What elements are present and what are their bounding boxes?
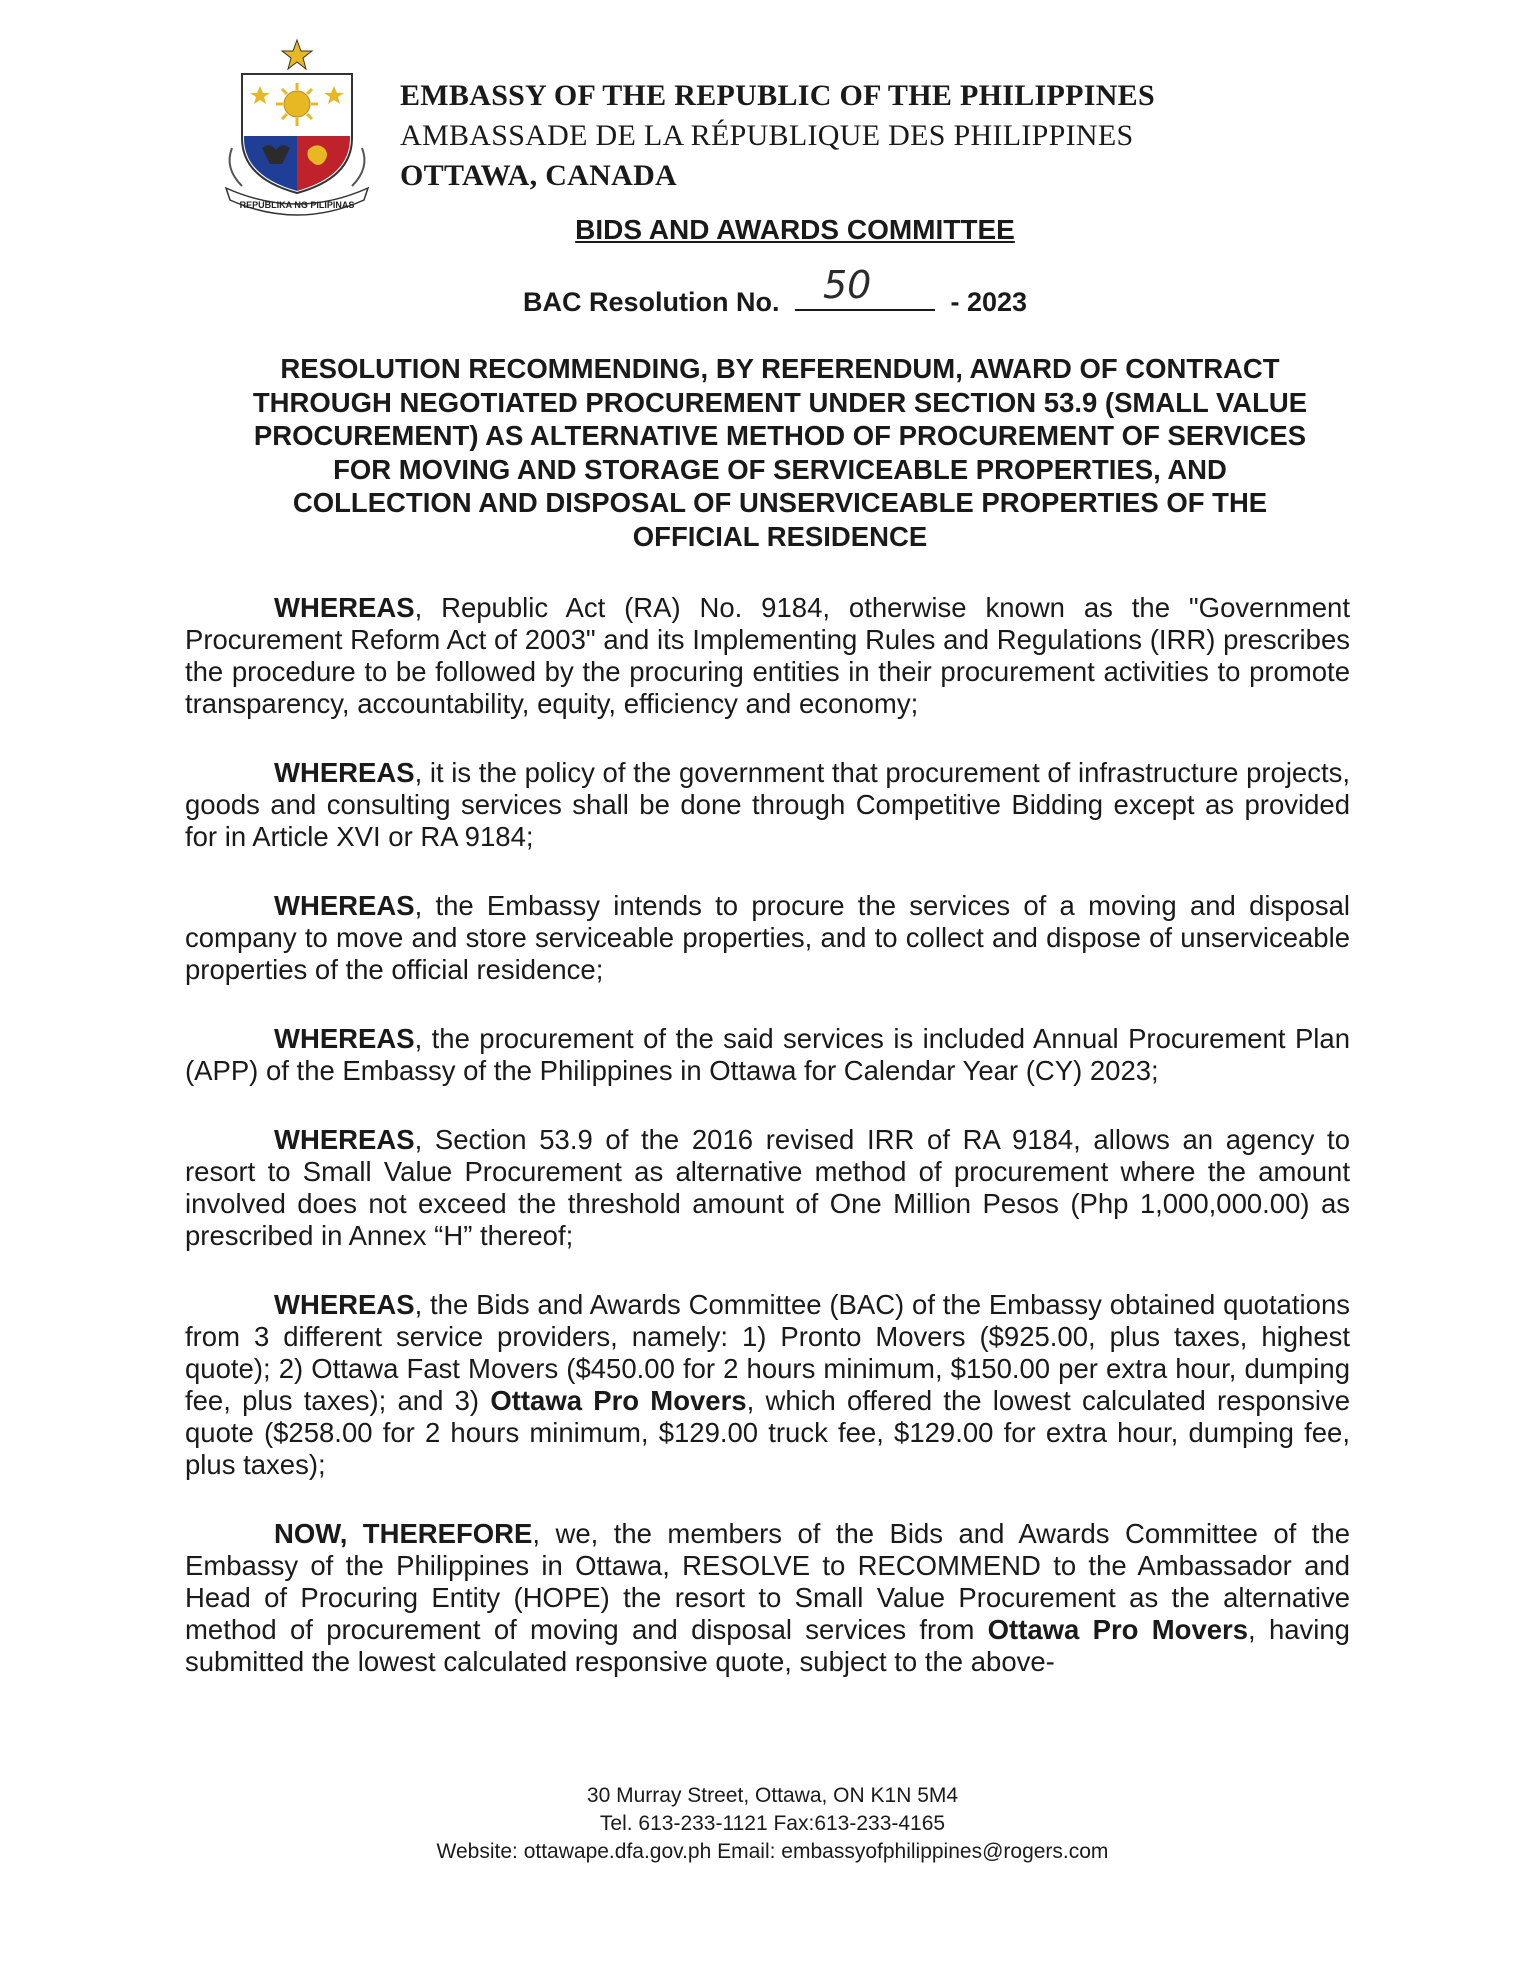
resolution-year: - 2023 [950,287,1028,317]
footer-phone: Tel. 613-233-1121 Fax:613-233-4165 [599,1812,946,1835]
paragraph-lead: WHEREAS [274,1124,415,1155]
resolution-number-blank [795,263,935,311]
paragraph-text: , the procurement of the said services is included Annual Procurement Plan (APP) of the Embassy of the Philippines in Ottawa for Calendar Year (CY) 2023; [185,1023,1350,1086]
seal-scroll-text: REPUBLIKA NG PILIPINAS [239,200,355,210]
paragraph-lead: NOW, THEREFORE [274,1518,533,1549]
title-line: OFFICIAL RESIDENCE [632,520,928,552]
embassy-name-french: AMBASSADE DE LA RÉPUBLIQUE DES PHILIPPINES [400,119,1134,152]
resolution-title [170,352,1390,553]
paragraph-text: , the Bids and Awards Committee (BAC) of the Embassy obtained quotations from 3 different service providers, namely: 1) Pronto Movers ($925.00, plus taxes, highest quote); 2) Ottawa Fast Movers ($450.00 for 2 hours minimum, $150.00 per extra hour, dumping fee, plus taxes); and 3) [185,1289,1350,1416]
title-line: FOR MOVING AND STORAGE OF SERVICEABLE PROPERTIES, AND [333,453,1227,485]
resolution-number-line [0,263,1530,318]
paragraph-text: , which offered the lowest calculated responsive quote ($258.00 for 2 hours minimum, $129.00 truck fee, $129.00 for extra hour, dumping fee, plus taxes); [185,1385,1351,1480]
resolution-prefix: BAC Resolution No. [522,287,780,317]
paragraph-text: , the Embassy intends to procure the services of a moving and disposal company to move and store serviceable properties, and to collect and dispose of unserviceable properties of the official residence; [185,890,1350,985]
resolution-body [185,592,1350,1715]
handwritten-number: 50 [822,263,872,307]
vendor-name: Ottawa Pro Movers [490,1385,747,1416]
embassy-name-english: EMBASSY OF THE REPUBLIC OF THE PHILIPPINES [400,79,1155,112]
whereas-paragraph [185,1289,1350,1481]
footer-web-email: Website: ottawape.dfa.gov.ph Email: embassyofphilippines@rogers.com [436,1840,1109,1863]
whereas-paragraph [185,890,1350,986]
paragraph-lead: WHEREAS [274,890,415,921]
footer-address: 30 Murray Street, Ottawa, ON K1N 5M4 [586,1784,959,1807]
title-line: PROCUREMENT) AS ALTERNATIVE METHOD OF PROCUREMENT OF SERVICES [253,420,1307,451]
title-line: RESOLUTION RECOMMENDING, BY REFERENDUM, AWARD OF CONTRACT [280,353,1280,384]
embassy-location: OTTAWA, CANADA [400,159,677,192]
paragraph-text: , Section 53.9 of the 2016 revised IRR of RA 9184, allows an agency to resort to Small Value Procurement as alternative method of procurement where the amount involved does not exceed the threshold amount of One Million Pesos (Php 1,000,000.00) as prescribed in Annex “H” thereof; [185,1124,1350,1251]
title-line: COLLECTION AND DISPOSAL OF UNSERVICEABLE PROPERTIES OF THE [292,487,1268,518]
whereas-paragraph [185,757,1350,853]
vendor-name: Ottawa Pro Movers [987,1614,1249,1645]
resolve-paragraph [185,1518,1350,1678]
whereas-paragraph [185,592,1350,720]
whereas-paragraph [185,1023,1350,1087]
paragraph-text: , we, the members of the Bids and Awards Committee of the Embassy of the Philippines in Ottawa, RESOLVE to RECOMMEND to the Ambassador and Head of Procuring Entity (HOPE) the resort to Small Value Procurement as the alternative method of procurement of moving and disposal services from [185,1518,1351,1645]
committee-heading: BIDS AND AWARDS COMMITTEE [575,214,1015,245]
paragraph-lead: WHEREAS [274,1289,415,1320]
paragraph-lead: WHEREAS [274,757,415,788]
paragraph-text: , Republic Act (RA) No. 9184, otherwise known as the "Government Procurement Reform Act of 2003" and its Implementing Rules and Regulations (IRR) prescribes the procedure to be followed by the procuring entities in their procurement activities to promote transparency, accountability, equity, efficiency and economy; [185,592,1350,719]
letterhead-footer [0,1782,1530,1866]
letterhead [400,76,1155,196]
philippine-coat-of-arms [212,38,382,218]
whereas-paragraph [185,1124,1350,1252]
paragraph-text: , it is the policy of the government that procurement of infrastructure projects, goods and consulting services shall be done through Competitive Bidding except as provided for in Article XVI or RA 9184; [185,757,1351,852]
paragraph-lead: WHEREAS [274,1023,415,1054]
paragraph-text: , having submitted the lowest calculated responsive quote, subject to the above- [185,1614,1350,1677]
title-line: THROUGH NEGOTIATED PROCUREMENT UNDER SECTION 53.9 (SMALL VALUE [252,386,1308,418]
paragraph-lead: WHEREAS [274,592,415,623]
